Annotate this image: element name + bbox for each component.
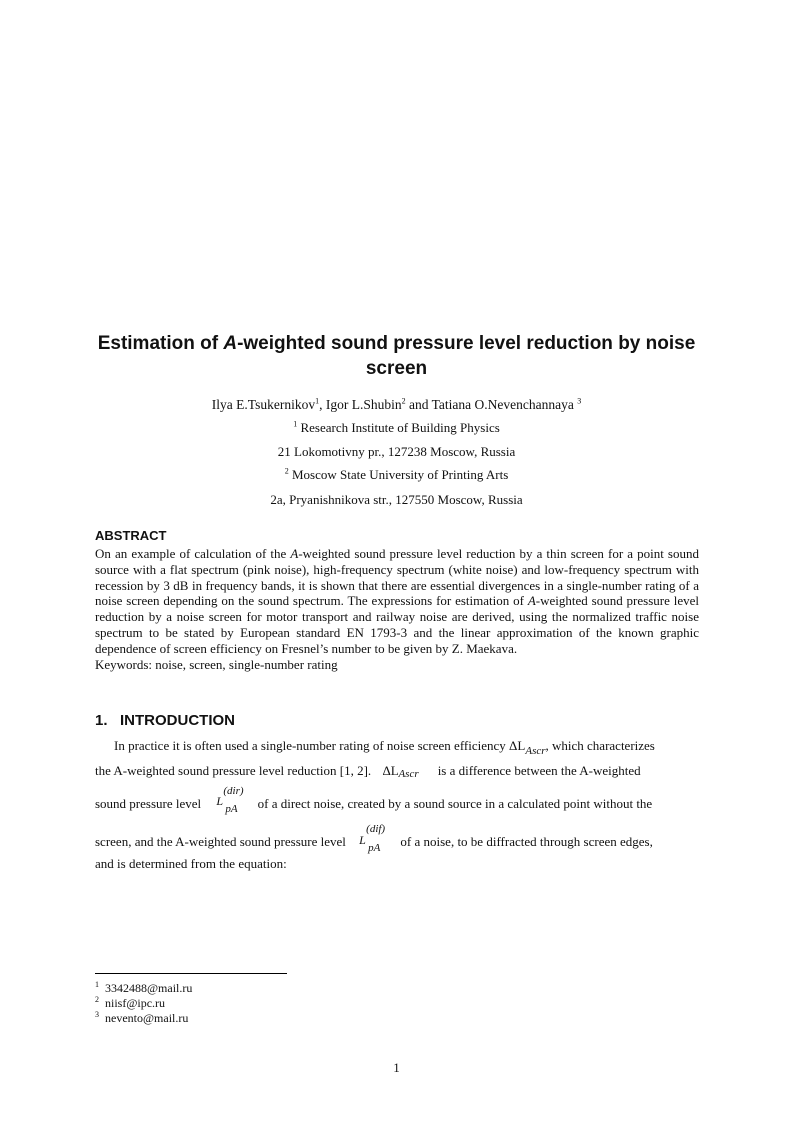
- footnote-2: $^2$ niisf@ipc.ru: [95, 995, 166, 1010]
- l-pa-dir-symbol: L (dir) pA: [216, 785, 244, 815]
- author-line: Ilya E.Tsukernikov$^1$, Igor L.Shubin$^2$ and Tatiana O.Nevenchannaya $^3$: [211, 396, 582, 412]
- l-pa-dif-symbol: L (dif) pA: [359, 823, 386, 854]
- page-number: 1: [393, 1060, 400, 1075]
- footnote-1: $^1$ 3342488@mail.ru: [95, 980, 193, 995]
- affiliation-2-address: 2a, Pryanishnikova str., 127550 Moscow, Russia: [270, 492, 523, 507]
- intro-line-1: In practice it is often used a single-number rating of noise screen efficiency $\Delta L_{Ascr}$, which characterizes: [114, 738, 655, 757]
- affiliation-2-name: $^2$ Moscow State University of Printing Arts: [284, 466, 509, 482]
- affiliation-1-name: $^1$ Research Institute of Building Physics: [293, 419, 500, 435]
- intro-line-3: sound pressure level L (dir) pA of a direct noise, created by a sound source in a calculated point without the: [95, 785, 653, 815]
- intro-line-2: the A-weighted sound pressure level reduction [1, 2]. ΔL Ascr is a difference between the A-weighted: [95, 763, 641, 780]
- intro-line-4: screen, and the A-weighted sound pressure level L (dif) pA of a noise, to be diffracted through screen edges,: [95, 823, 653, 854]
- delta-l-ascr-symbol: ΔL Ascr: [382, 763, 419, 780]
- abstract-body: On an example of calculation of the A-weighted sound pressure level reduction by a thin screen for a point sound source with a flat spectrum (pink noise), high-frequency spectrum (white noise) and low-frequency spectrum with recession by 3 dB in frequency bands, it is shown that there are essential divergences in a single-number rating of a noise screen depending on the sound spectrum. The expressions for estimation of A-weighted sound pressure level reduction by a noise screen for motor transport and railway noise are derived, using the normalized traffic noise spectrum to be stated by European standard EN 1793-3 and the linear approximation of the known graphic dependence of screen efficiency on Fresnel’s number to be given by Z. Maekava. Keywords: noise, screen, single-number rating: [95, 546, 700, 672]
- affiliation-1-address: 21 Lokomotivny pr., 127238 Moscow, Russia: [277, 444, 516, 459]
- section-heading-introduction: 1. INTRODUCTION: [95, 712, 235, 729]
- keywords: Keywords: noise, screen, single-number rating: [95, 656, 338, 672]
- footnote-3: $^3$ nevento@mail.ru: [95, 1010, 189, 1025]
- footnote-rule: [95, 973, 287, 974]
- abstract-heading: ABSTRACT: [95, 528, 167, 543]
- paper-title: Estimation of A-weighted sound pressure level reduction by noise screen: [97, 333, 696, 379]
- intro-line-5: and is determined from the equation:: [95, 856, 287, 871]
